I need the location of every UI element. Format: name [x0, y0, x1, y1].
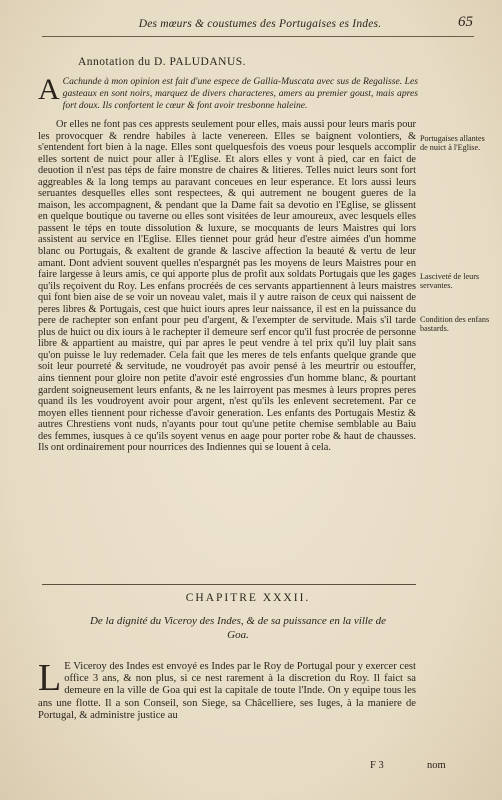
annotation-title: Annotation du D. PALUDANUS.: [78, 56, 247, 68]
margin-note-condition: Condition des enfans bastards.: [420, 315, 490, 334]
running-head: Des mœurs & coustumes des Portugaises es Indes.: [138, 18, 382, 30]
margin-note-lascivete: Lasciveté de leurs servantes.: [420, 272, 480, 291]
chapter-text: E Viceroy des Indes est envoyé es Indes par le Roy de Portugal pour y exercer cest office 3 ans, & non plus, si ce nest rarement à la discretion du Roy. Il faict sa demeure en la ville de Goa qui est la capitale de toute l'Inde. On y equipe tous les ans une flotte. Il a son Conseil, son Siege, sa Châcelliere, ses Iuges, à la maniere de Portugal, & administre justice au: [38, 661, 416, 721]
body-paragraph: Or elles ne font pas ces apprests seulement pour elles, mais aussi pour leurs maris pour les provocquer & rendre habiles à lacte venereen. Elles se baignent volontiers, & s'entendent fort bien à la nage. Elles sont quelquesfois des voeus pour lesquels accomplir elles sortent de nuict pour aller à l'Eglise. Et alors elles y vont à pied, car en faict de deuotion il n'est pas téps de faire monstre de chaires & litieres. Telles nuict leurs sont fort aggreables & la long temps au paravant conceues en leur esperance. Et lors aussi leurs seruantes desquelles elles sont respectees, & qui autrement ne bougent gueres de la maison, les accompagnent, & pendant que la Dame fait sa devotio en l'Eglise, se glissent en quelque boutique ou taverne ou elles sont visitées de leur amoureux, avec lesquels elles passent le téps en toute dissolution & luxure, se mocquants de leurs Maistres qui lors assistent au service en l'Eglise. Elles tiennet pour grád heur d'estre aimées d'un homme blanc ou Portugais, & exaltent de grande & lascive affection la beauté & vertu de leur amant. Dont advient souvent quelles n'espargnét pas les moyens de leurs Maistres pour en faire largesse à leurs amis, ce qui apporte plus de profit aux soldats Portugais que les gages qu'ils reçoivent du Roy. Les enfans procréés de ces servants appartiennent à leurs maistres qui font bien aise de se voir un noveau valet, mais il y autre raison de ceux qui naissent de peres libres & Portugais, cest que huict iours apres leur naissance, il est en la puissance du pere de rachepter son enfant pour peu d'argent, & l'exempter de servitude. Mais s'il tarde plus de huict ou dix iours à le rachepter il demeure serf encor qu'il fust procrée de personne libre & appartient au maistre, qui par apres le peut vendre à tel prix qu'il luy plait sans qu'on puisse le luy redemader. Cela fait que les meres de tels enfants quelque grande que soit leur pourreté & servitude, ne voudroyét pas avoir pensé à les meurtrir ou estouffer, ains tiennent pour gloire non petite d'avoir esté engrossies d'un homme blanc, & pourtant gardent soigneusement leurs enfants, & ne les lairroyent pas mesmes à leurs propres peres quand ils les voudroyent avoir pour argent, n'est qu'ils les enlevent secretement. Par ce moyen elles tiennent pour richesse d'avoir generation. Les enfants des Portugais Mestiz & autres Chrestiens vont nuds, n'ayants pour tout qu'une petite chemise semblable au Baiu des femmes, iusques à ce qu'ils soyent venus en aage pour porter robe & haut de chausses. Ils ont ordinairement pour nourrices des Indiennes qui se louent à cela.: [38, 119, 416, 454]
page-number: 65: [458, 14, 473, 30]
section-rule: [42, 584, 416, 585]
annotation-dropcap: A: [38, 73, 60, 106]
header-rule: [42, 36, 474, 37]
signature-mark: F 3: [370, 760, 384, 771]
annotation-text: Cachunde à mon opinion est fait d'une espece de Gallia-Muscata avec sus de Regalisse. Les gasteaux en sont noirs, marquez de divers characteres, amers au premier goust, mais apres fort doux. Ils confortent le cœur & font avoir tresbonne haleine.: [62, 76, 418, 111]
chapter-paragraph: [38, 657, 416, 722]
chapter-dropcap: L: [38, 657, 62, 699]
catchword: nom: [427, 760, 446, 771]
chapter-heading: CHAPITRE XXXII.: [185, 592, 311, 604]
chapter-subtitle: De la dignité du Viceroy des Indes, & de sa puissance en la ville de Goa.: [89, 615, 386, 641]
annotation-paragraph: [38, 73, 418, 112]
margin-note-portugaises: Portugaises allantes de nuict à l'Eglise.: [420, 134, 485, 153]
